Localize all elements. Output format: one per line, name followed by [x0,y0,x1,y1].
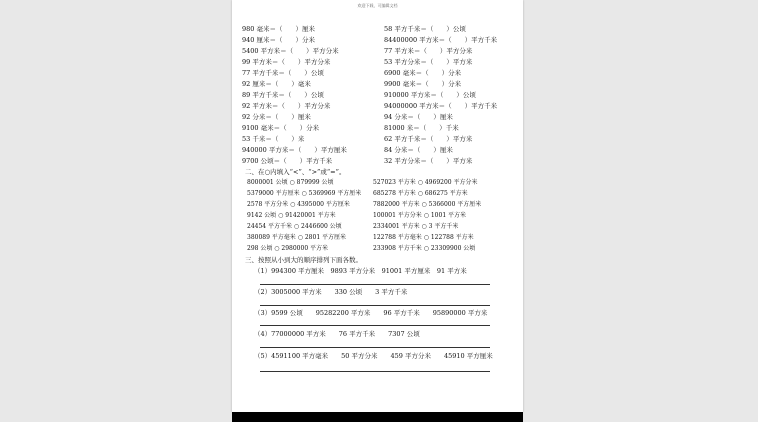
conversion-item: 94000000 平方米＝（ ）平方千米 [384,102,498,110]
worksheet-page [232,0,523,412]
conversion-item: 940 厘米＝（ ）分米 [242,36,315,44]
comparison-item: 685278 平方米 ○ 686275 平方米 [373,190,468,197]
comparison-item: 9142 公顷 ○ 91420001 平方米 [247,212,336,219]
conversion-item: 84400000 平方米＝（ ）平方千米 [384,36,498,44]
comparison-item: 5379000 平方厘米 ○ 5369969 平方厘米 [247,190,362,197]
comparison-item: 100001 平方分米 ○ 1001 平方米 [373,212,467,219]
conversion-item: 92 分米＝（ ）厘米 [242,113,311,121]
comparison-item: 8000001 公顷 ○ 879999 公顷 [247,179,334,186]
conversion-item: 81000 米＝（ ）千米 [384,124,459,132]
conversion-item: 77 平方千米＝（ ）公顷 [242,69,324,77]
comparison-item: 2334001 平方米 ○ 3 平方千米 [373,223,459,230]
comparison-item: 380089 平方毫米 ○ 2801 平方厘米 [247,234,347,241]
comparison-item: 122788 平方毫米 ○ 122788 平方米 [373,234,474,241]
conversion-item: 9900 毫米＝（ ）分米 [384,80,462,88]
conversion-item: 92 平方米＝（ ）平方分米 [242,102,331,110]
conversion-item: 89 平方千米＝（ ）公顷 [242,91,324,99]
conversion-item: 9100 毫米＝（ ）分米 [242,124,320,132]
comparison-item: 24454 平方千米 ○ 2446600 公顷 [247,223,342,230]
section-3-title: 三、按照从小到大的顺序排列下面各数。 [245,256,362,264]
ordering-item: （5）4591100 平方毫米 50 平方分米 459 平方分米 45910 平方厘米 [254,352,493,360]
ordering-item: （3）9599 公顷 95282200 平方米 96 平方千米 95890000 平方米 [254,309,488,317]
comparison-item: 233908 平方千米 ○ 23309900 公顷 [373,245,476,252]
ordering-item: （2）3005000 平方米 330 公顷 3 平方千米 [254,288,408,296]
conversion-item: 6900 毫米＝（ ）分米 [384,69,462,77]
conversion-item: 32 平方分米＝（ ）平方米 [384,157,473,165]
comparison-item: 7882000 平方米 ○ 5366000 平方厘米 [373,201,482,208]
answer-line [260,325,490,326]
ordering-item: （1）994300 平方厘米 9893 平方分米 91001 平方厘米 91 平方米 [254,267,467,275]
conversion-item: 9700 公顷＝（ ）平方千米 [242,157,333,165]
answer-line [260,347,490,348]
comparison-item: 298 公顷 ○ 2980000 平方米 [247,245,329,252]
conversion-item: 84 分米＝（ ）厘米 [384,146,453,154]
section-2-title: 二、在○内填入“<”、“>”或“=”。 [245,168,346,176]
conversion-item: 910000 平方米＝（ ）公顷 [384,91,476,99]
conversion-item: 77 平方米＝（ ）平方分米 [384,47,473,55]
conversion-item: 62 平方千米＝（ ）平方米 [384,135,473,143]
conversion-item: 53 平方分米＝（ ）平方米 [384,58,473,66]
conversion-item: 5400 平方米＝（ ）平方分米 [242,47,339,55]
answer-line [260,371,490,372]
header-note: 欢迎下载，可编辑文档 [357,3,398,8]
conversion-item: 92 厘米＝（ ）毫米 [242,80,311,88]
comparison-item: 527023 平方米 ○ 4969200 平方分米 [373,179,478,186]
conversion-item: 58 平方千米＝（ ）公顷 [384,25,466,33]
answer-line [260,284,490,285]
conversion-item: 94 分米＝（ ）厘米 [384,113,453,121]
conversion-item: 940000 平方米＝（ ）平方厘米 [242,146,347,154]
conversion-item: 99 平方米＝（ ）平方分米 [242,58,331,66]
ordering-item: （4）77000000 平方米 76 平方千米 7307 公顷 [254,330,420,338]
comparison-item: 2578 平方分米 ○ 4395000 平方厘米 [247,201,350,208]
conversion-item: 980 毫米＝（ ）厘米 [242,25,315,33]
answer-line [260,305,490,306]
page-bottom-bar [232,412,523,422]
conversion-item: 53 千米＝（ ）米 [242,135,305,143]
